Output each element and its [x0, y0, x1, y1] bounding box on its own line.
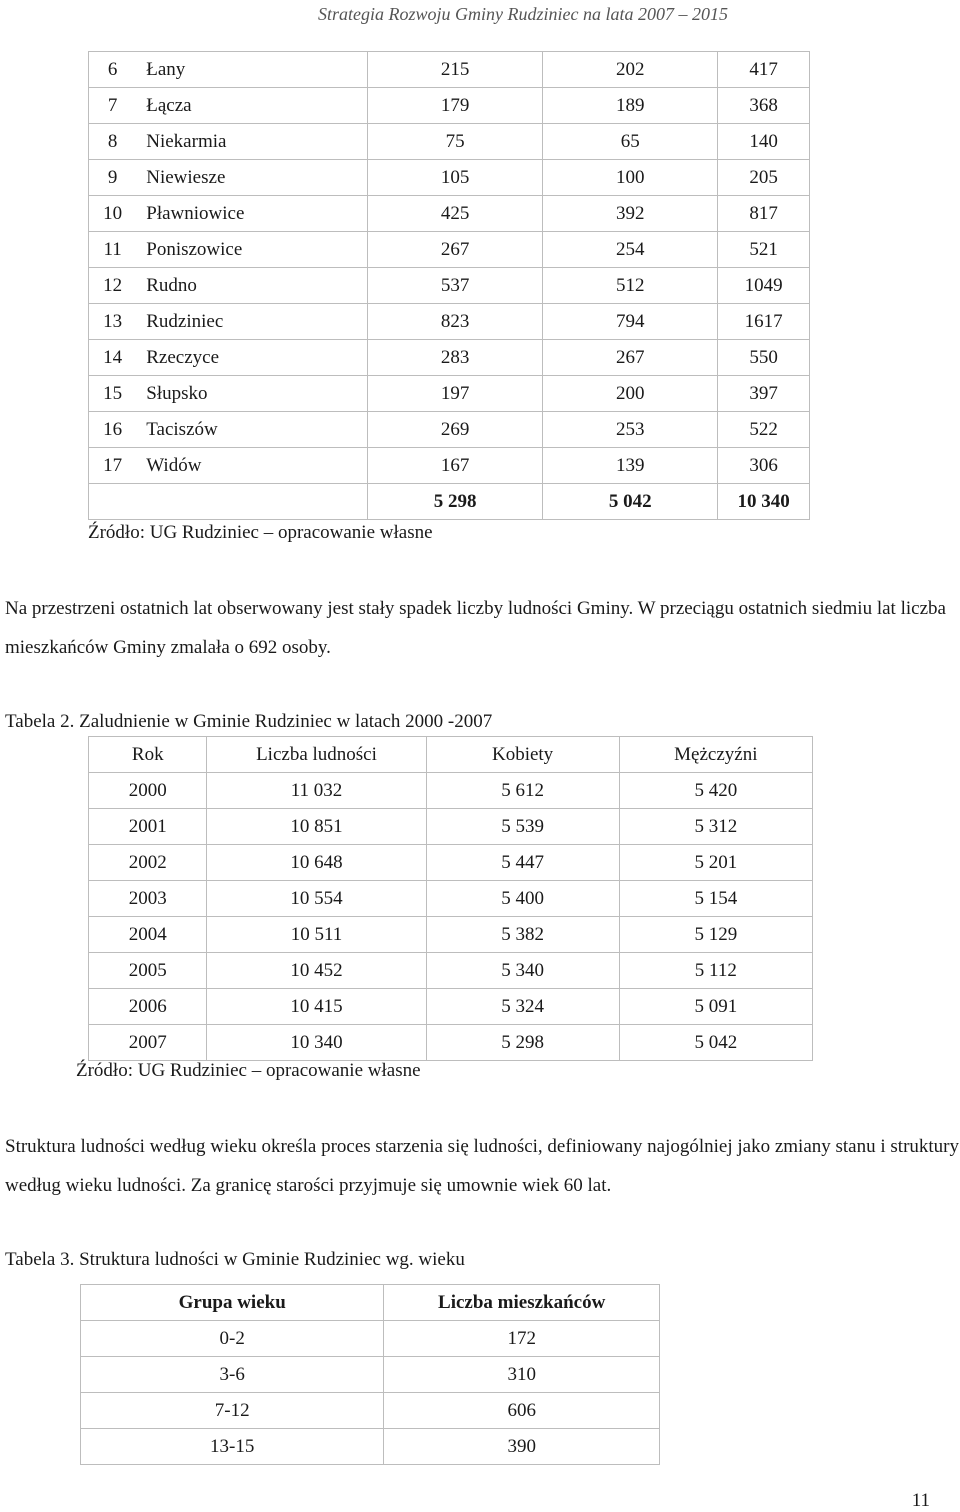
table-cell: 3-6 [81, 1357, 384, 1393]
village-number-cell: 10 [89, 196, 137, 232]
table-cell: 10 851 [207, 809, 426, 845]
value-cell: 269 [368, 412, 543, 448]
village-number-cell: 15 [89, 376, 137, 412]
value-cell: 205 [718, 160, 810, 196]
value-cell: 75 [368, 124, 543, 160]
value-cell: 254 [543, 232, 718, 268]
table-row [89, 953, 813, 989]
table-row [81, 1321, 660, 1357]
table-cell: 10 415 [207, 989, 426, 1025]
village-name-cell: Niewiesze [136, 160, 367, 196]
table-row [89, 989, 813, 1025]
table-cell: 2001 [89, 809, 207, 845]
table-cell: 5 298 [426, 1025, 619, 1061]
value-cell: 794 [543, 304, 718, 340]
value-cell: 537 [368, 268, 543, 304]
table-row [81, 1357, 660, 1393]
table-cell: 5 420 [619, 773, 812, 809]
table-cell: 10 511 [207, 917, 426, 953]
table-cell: 5 091 [619, 989, 812, 1025]
table-cell: 5 340 [426, 953, 619, 989]
value-cell: 215 [368, 52, 543, 88]
column-header-year: Rok [89, 737, 207, 773]
total-value-cell: 10 340 [718, 484, 810, 520]
table-row [89, 160, 810, 196]
value-cell: 392 [543, 196, 718, 232]
village-number-cell: 17 [89, 448, 137, 484]
table-cell: 2002 [89, 845, 207, 881]
value-cell: 267 [543, 340, 718, 376]
table-cell: 10 340 [207, 1025, 426, 1061]
value-cell: 253 [543, 412, 718, 448]
value-cell: 1049 [718, 268, 810, 304]
value-cell: 202 [543, 52, 718, 88]
village-number-cell: 9 [89, 160, 137, 196]
table-cell: 11 032 [207, 773, 426, 809]
table-cell: 2006 [89, 989, 207, 1025]
village-name-cell: Pławniowice [136, 196, 367, 232]
table-row [89, 412, 810, 448]
column-header-women: Kobiety [426, 737, 619, 773]
table-cell: 5 539 [426, 809, 619, 845]
table3-caption: Tabela 3. Struktura ludności w Gminie Rudziniec wg. wieku [5, 1249, 465, 1270]
table-cell: 5 612 [426, 773, 619, 809]
table-cell: 5 447 [426, 845, 619, 881]
table-cell: 2007 [89, 1025, 207, 1061]
village-number-cell: 8 [89, 124, 137, 160]
table-row [89, 773, 813, 809]
table-row [89, 845, 813, 881]
population-by-year-table [88, 736, 813, 1061]
table-cell: 5 129 [619, 917, 812, 953]
village-number-cell: 7 [89, 88, 137, 124]
table-row [89, 88, 810, 124]
value-cell: 100 [543, 160, 718, 196]
table-cell: 390 [384, 1429, 660, 1465]
table-row [89, 809, 813, 845]
value-cell: 65 [543, 124, 718, 160]
table-row [89, 917, 813, 953]
table-row [89, 340, 810, 376]
value-cell: 167 [368, 448, 543, 484]
value-cell: 425 [368, 196, 543, 232]
village-number-cell: 12 [89, 268, 137, 304]
village-number-cell: 13 [89, 304, 137, 340]
village-name-cell: Widów [136, 448, 367, 484]
table-row [89, 448, 810, 484]
value-cell: 1617 [718, 304, 810, 340]
table-cell: 5 112 [619, 953, 812, 989]
total-value-cell: 5 042 [543, 484, 718, 520]
value-cell: 522 [718, 412, 810, 448]
table-cell: 5 382 [426, 917, 619, 953]
table-cell: 10 554 [207, 881, 426, 917]
table-row [81, 1429, 660, 1465]
value-cell: 417 [718, 52, 810, 88]
value-cell: 267 [368, 232, 543, 268]
table-row [89, 376, 810, 412]
paragraph-age-structure: Struktura ludności według wieku określa proces starzenia się ludności, definiowany najogólniej jako zmiany stanu i struktury według wieku ludności. Za granicę starości przyjmuje się umownie wiek 60 lat. [5, 1136, 959, 1196]
village-name-cell: Słupsko [136, 376, 367, 412]
table-cell: 2003 [89, 881, 207, 917]
value-cell: 197 [368, 376, 543, 412]
village-number-cell: 14 [89, 340, 137, 376]
village-name-cell: Niekarmia [136, 124, 367, 160]
table2-caption: Tabela 2. Zaludnienie w Gminie Rudziniec w latach 2000 -2007 [5, 711, 493, 732]
table-cell: 10 648 [207, 845, 426, 881]
table-cell: 7-12 [81, 1393, 384, 1429]
value-cell: 139 [543, 448, 718, 484]
table-cell: 5 400 [426, 881, 619, 917]
column-header-residents: Liczba mieszkańców [384, 1285, 660, 1321]
document-header-title: Strategia Rozwoju Gminy Rudziniec na lata 2007 – 2015 [318, 4, 728, 24]
value-cell: 189 [543, 88, 718, 124]
table-row [81, 1393, 660, 1429]
table-cell: 310 [384, 1357, 660, 1393]
column-header-age-group: Grupa wieku [81, 1285, 384, 1321]
table-header-row [81, 1285, 660, 1321]
value-cell: 397 [718, 376, 810, 412]
table-cell: 172 [384, 1321, 660, 1357]
table-row [89, 304, 810, 340]
table-row [89, 1025, 813, 1061]
table-cell: 0-2 [81, 1321, 384, 1357]
table-cell: 13-15 [81, 1429, 384, 1465]
village-name-cell: Rzeczyce [136, 340, 367, 376]
village-number-cell: 16 [89, 412, 137, 448]
village-name-cell: Poniszowice [136, 232, 367, 268]
table2-source-note: Źródło: UG Rudziniec – opracowanie własne [76, 1060, 421, 1081]
table-cell: 10 452 [207, 953, 426, 989]
table-cell: 5 324 [426, 989, 619, 1025]
village-population-table [88, 51, 810, 520]
value-cell: 368 [718, 88, 810, 124]
paragraph-population-decline: Na przestrzeni ostatnich lat obserwowany jest stały spadek liczby ludności Gminy. W przeciągu ostatnich siedmiu lat liczba mieszkańców Gminy zmalała o 692 osoby. [5, 598, 946, 658]
value-cell: 550 [718, 340, 810, 376]
village-name-cell: Łany [136, 52, 367, 88]
value-cell: 521 [718, 232, 810, 268]
value-cell: 283 [368, 340, 543, 376]
value-cell: 200 [543, 376, 718, 412]
table-cell: 2000 [89, 773, 207, 809]
table-cell: 2004 [89, 917, 207, 953]
table-row [89, 124, 810, 160]
total-empty-cell [136, 484, 367, 520]
table-total-row [89, 484, 810, 520]
table-row [89, 881, 813, 917]
table-cell: 606 [384, 1393, 660, 1429]
table-row [89, 232, 810, 268]
column-header-men: Mężczyźni [619, 737, 812, 773]
table1-source-note: Źródło: UG Rudziniec – opracowanie własne [88, 522, 433, 543]
value-cell: 306 [718, 448, 810, 484]
table-cell: 5 201 [619, 845, 812, 881]
table-cell: 2005 [89, 953, 207, 989]
table-header-row [89, 737, 813, 773]
village-number-cell: 6 [89, 52, 137, 88]
total-empty-cell [89, 484, 137, 520]
table-row [89, 196, 810, 232]
table-cell: 5 154 [619, 881, 812, 917]
value-cell: 823 [368, 304, 543, 340]
table-row [89, 268, 810, 304]
village-number-cell: 11 [89, 232, 137, 268]
value-cell: 817 [718, 196, 810, 232]
village-name-cell: Łącza [136, 88, 367, 124]
total-value-cell: 5 298 [368, 484, 543, 520]
age-structure-table [80, 1284, 660, 1465]
table-cell: 5 312 [619, 809, 812, 845]
table-row [89, 52, 810, 88]
value-cell: 105 [368, 160, 543, 196]
value-cell: 140 [718, 124, 810, 160]
table-cell: 5 042 [619, 1025, 812, 1061]
village-name-cell: Taciszów [136, 412, 367, 448]
village-name-cell: Rudziniec [136, 304, 367, 340]
value-cell: 512 [543, 268, 718, 304]
value-cell: 179 [368, 88, 543, 124]
column-header-population: Liczba ludności [207, 737, 426, 773]
village-name-cell: Rudno [136, 268, 367, 304]
page-number: 11 [911, 1490, 930, 1511]
